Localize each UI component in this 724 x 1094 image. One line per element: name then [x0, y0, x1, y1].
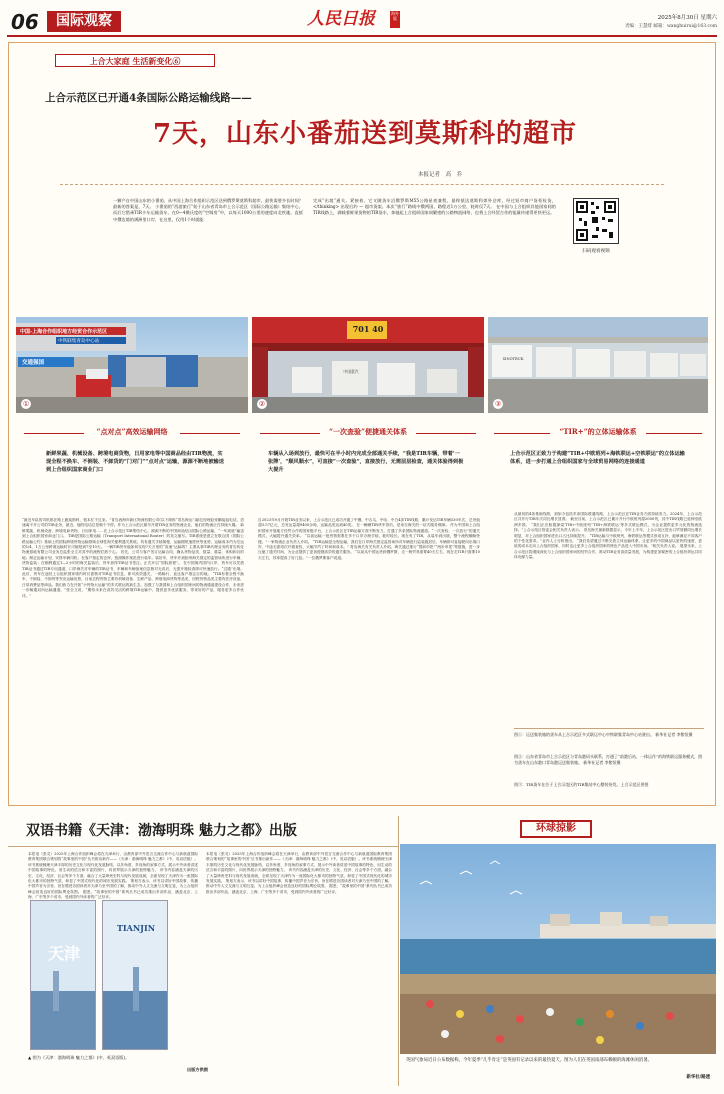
- section-1-heading: [16, 427, 248, 439]
- book-cover-caption: ▲ 图为《天津：渤海明珠 魅力之都》(中、英双语版)。: [28, 1055, 130, 1060]
- book-cover-credit: 出版方供图: [187, 1067, 208, 1072]
- intro-right-text: 完成“出境”通关。紧接着，它又随货车沿俄罗斯M55公路星夜兼程，最终抵达莫斯科郊外仓库，经过短市商户货柜检货，</thinking> 出现后约 — 超市货架。本次“旅行”路线中俄两国，路程近1万公里，耗时仅7天。 在中国与上合组织其他国家间的TIR线路上，满载着鲜果货物的TIR货车，奔驰起上合组织国家间繁密的公路物流网络，也将上合经贸合作的能量传递得更快更远。: [313, 198, 556, 216]
- brighton-beach-photo: [400, 844, 716, 1054]
- photo-news-caption: 英国气象局近日公布数据称，今年夏季“几乎肯定”是英国有记录以来的最热夏天。图为人们在英国南部布赖顿的海滩休闲消暑。: [406, 1058, 652, 1063]
- section-2-body: 自2023年9月开展TIR业务以来，上合示范区已成功开通了中俄、中吉乌、中哈、中白4条TIR线路，累计发运TIR车辆530车次，总货值超3.57亿元，总发运量超9400余吨，运输品类达到40类。 在一辆辆TIR货车背后，是来自海关的一站式服务保障。 作为中国和上合组织国家开展地方经贸合作的国家级平台，上合示范区在TIR运输方面不断发力，打通了多条国际物流通道。“一次查验、一次放行”的通关模式，大幅提升通关效率。 “以前运输一批货物需要在多个口岸办理手续，耗时较长。现在有了TIR，从装车到出境，整个流程顺畅快捷。”一家物流企业负责人介绍。 “TIR运输是全程运输，我们在口岸海关指定监管场所对车辆进行监装施封后，车辆即可直接驶向出境口岸，中途无需再次开箱查验，大幅节约了时间和成本。” 青岛海关有关负责人介绍，海关通过推行“提前申报”“两步申报”等措施，进一步压缩了通关时间，为企业提供了更加便捷高效的通关服务。 “以前从中国运货到俄罗斯，走一般贸易需要40天左右，现在走TIR只需要10天左右，效率提高了好几倍。”一位俄罗斯客户说道。: [258, 518, 480, 560]
- story-headline: 7天，山东小番茄送到莫斯科的超市: [152, 119, 578, 149]
- story-kicker: 上合示范区已开通4条国际公路运输线路——: [45, 92, 252, 104]
- section-1-title: “点对点”高效运输网络: [96, 427, 168, 436]
- logo-tag: 海外版: [390, 11, 400, 28]
- newspaper-logo: 人民日报: [307, 9, 375, 29]
- section-1-body: “最近车队的司机都在路上跑莫斯科，根本忙不过来。”青岛西海岸新区物流有限公司(以下简称“青岛海运”)副总经理赵家鹏接起电话，语速离不开公司的TIR业务，最近，他的电话总是响个不停。作为上合示范区最早开展TIR业务的物流企业，他们的物流正在持续火爆。 新鲜果蔬、机械设备、跨境电商货物、日用家电……在上合示范区TIR集结中心，源源不断的中国商品经由国际公路运输，“一车到底”输送到上合组织国家商业门口。 TIR是国际公路运输（Transport International Router）的英文缩写。TIR系统是建立在联合国《国际公路运输公约》基础上的国际跨境货物运输领域全球性海关便利通关系统。具有通关手续简便、运输期短速度快等优势，运输成本约为空运的1/4、1万公里跨境运输时长可缩短到7至10天。 一辆TIR货车能如何实现7天万里的“高速”运输的？主要从事TIR代理业务的青岛传化物流基地有限公司业务总监张全文对其中的流程烂熟于心。 首先，公司与客户签订运输合同，确认货物品类、数量、重量、体积和目的地；制定运输计划，安排车辆司机；在客户指定的仓库，按照操作规范进行装车。装好车，货车开到胶州海关指定的监管场所进行车辆、货物监装；在顺利通过1—2小时的海关监装后，货车获得TIR证书签注。正式开启“国际旅程”。 在中国境内国内口岸，货车可以凭借TIR证书通过TIR专用通道，口岸海关对车辆的TIR证书、车辆和车辆备案信息核对无误后，无需开箱检查即可快速放行。“过通”出境。 此后，货车在途经上合组织国家境内时仅需核对TIR证书信息，即可高效通关，一路畅行，直达客户指定目的地。 “TIR有着全程不换车、不倒装、不卸货等突出运输优势，目前去程货物主要有机械设备、生鲜产品、跨境电商货物等品类，回程货物品类主要有医疗设备，日常消费品等商品。我们致力在开拓“小货物大运输”的多式联运的新生态，加强了与我国和上合组织国家间的物流通道建设合作，未来进一步畅通双向运输通道，”张全文说，“期待未来在高效灵活的跨境TIR运输中，提供更多优质服务，带来好的产品，服务更多合作伙伴。”: [22, 518, 244, 598]
- book-cover-title-en: TIANJIN: [116, 923, 156, 933]
- section-1-lead: 新鲜果蔬、机械设备、跨境电商货物，日用家电等中国商品经由TIR物流，实现全程不换车、不倒装、不卸货的“门对门”“点对点”运输，源源不断地被输送到上合组织国家商业门口: [46, 451, 224, 473]
- book-headline: 双语书籍《天津：渤海明珠 魅力之都》出版: [26, 823, 297, 839]
- intro-divider: [60, 184, 664, 185]
- section-3-lead: 上合示范区正致力于构建“TIR+中欧班列+海铁联运+空铁联运”的立体运输体系，进一步打通上合组织国家与全球贸易网络的连接通道: [510, 451, 685, 465]
- book-body: 本报电（张灵）2025年上海合作组织峰会将在天津举行，由教育部中外语言交流合作中心与新航道国际教育集团联合策划的“故事里的中国”丛书推出新作——《天津：渤海明珠 魅力之都》（中、英双语版）。该书系统梳理天津丰厚的历史文化与现代化发展脉络，以多角度、多视角的叙事方式，展示中外读者讲述中国故事的特色，用生动的语言和丰富的图片，向世界展示天津的独特魅力。 该书内容涵盖天津的历史、文化、经济、社会等多个方面，融合了大量珍贵史料与现代发展成就，全面呈现了天津作为一座国际化大都市的独特气质，彰显了中国式现代化的城市发展实践。 策划方表示，该书以讲好中国故事、传播中国声音为宗旨，旨在增进各国读者对天津乃至中国的了解，推动中外人文交流与文明互鉴，为上合组织峰会营造良好的国际舆论氛围。 据悉，“故事里的中国”系列丛书已成功推出多部作品，涵盖北京、上海、广东等多个省市，受到国内外读者的广泛好评。: [206, 852, 392, 894]
- header-rule: [7, 35, 717, 37]
- book-body-intro: 本报电（张灵）2025年上海合作组织峰会将在天津举行，由教育部中外语言交流合作中心与新航道国际教育集团联合策划的“故事里的中国”丛书推出新作——《天津：渤海明珠 魅力之都》（中、英双语版）。该书系统梳理天津丰厚的历史文化与现代化发展脉络，以多角度、多视角的叙事方式，展示中外读者讲述中国故事的特色，用生动的语言和丰富的图片，向世界展示天津的独特魅力。 该书内容涵盖天津的历史、文化、经济、社会等多个方面，融合了大量珍贵史料与现代发展成就，全面呈现了天津作为一座国际化大都市的独特气质，彰显了中国式现代化的城市发展实践。 策划方表示，该书以讲好中国故事、传播中国声音为宗旨，旨在增进各国读者对天津乃至中国的了解，推动中外人文交流与文明互鉴，为上合组织峰会营造良好的国际舆论氛围。 据悉，“故事里的中国”系列丛书已成功推出多部作品，涵盖北京、上海、广东等多个省市，受到国内外读者的广泛好评。: [28, 852, 198, 900]
- caption-3: 图③：TIR货车在位于上合示范区的TIR集结中心整装待发。上合示范区供图: [514, 782, 649, 787]
- photo-2-port-trucks: [252, 317, 484, 413]
- page-header: [7, 4, 717, 36]
- photo-2-number: ②: [258, 400, 266, 408]
- qr-code[interactable]: [573, 198, 619, 244]
- qr-caption: 扫码观看视频: [582, 249, 610, 254]
- qr-pattern-icon: [574, 199, 618, 243]
- photo-2-truck-brand: 中国重汽: [343, 369, 359, 374]
- date-line: 2025年8月30日 星期六: [657, 15, 717, 21]
- book-cover-english: [102, 900, 168, 1050]
- series-banner: 上合大家庭 生活新变化⑥: [55, 54, 215, 67]
- photo-3-truck-brand: SINOTRUK: [502, 357, 524, 361]
- photo-1-rail-station: [16, 317, 248, 413]
- section-3-title: “TIR+”的立体运输体系: [559, 427, 637, 436]
- book-article: [8, 812, 398, 1088]
- photo-news-label: 环球掠影: [520, 820, 592, 838]
- intro-left-text: 一颗产自中国山东的小番茄，从中国上海合作组织示范区送到俄罗斯莫斯科超市，最快需要多长时间？ 最新的答案是，7天。 小番茄的“西游旅行”始于山东省青岛市上合示范区（国际公路运输）集结中心，而后它搭乘TIR卡车运输货车，在0—4摄氏度的“空调房”中，以每天1000公里的速度向北疾驰。直抵中俄边境的满洲里口岸，在这里，仅用1个时就能: [113, 198, 303, 222]
- photo-2-sign: 701 40: [352, 324, 384, 334]
- bottom-column-divider: [398, 816, 399, 1086]
- photo-news-credit: 新华社/路透: [686, 1075, 710, 1080]
- page-number: 06: [11, 10, 39, 34]
- photo-3-number: ③: [494, 400, 502, 408]
- section-2-title: “一次查验”便捷通关体系: [328, 427, 408, 436]
- photo-captions: [514, 728, 704, 802]
- book-cover-title: 天津: [47, 944, 80, 963]
- section-2-lead: 车辆从入场到放行，最快可在半小时内完成全部通关手续，“我是TIR车辆，带着‘一张牌’，“顺风顺水”，可直接“一次查验”，直接放行，无需层层检查，通关体验得到极大提升: [268, 451, 464, 473]
- section-3-body: 从最初的4条基础线路，到如今包括多条国际联通线路，上合示范区在TIR业务方面持续发力。2024年，上合示范区共开行TIR车次同比增长显著。 截至目前，上合示范区已累计开行中欧班列超2000列，其中TIR线路已延伸至欧洲多国。 “我们正在积极探索‘TIR+中欧班列’‘TIR+海铁联运’等多式联运模式，为企业提供更多元化的物流选择。”上合示范区管委会相关负责人表示。 青岛海关最新数据显示，今年上半年，上合示范区进出口贸易额同比增长明显，对上合组织国家进出口占比持续提升。 “TIR运输与中欧班列、海铁联运等模式形成互补，能够满足不同客户的个性化需求。”业内人士分析指出。 “我们希望通过不断完善立体运输体系，让更多的中国商品以更快的速度、更低的成本走向上合组织国家，同时也让更多上合组织国家的特色产品进入中国市场。”相关负责人说。 展望未来，上合示范区将继续深化与上合组织国家间的经贸合作，推动TIR业务高质量发展，为构建更加紧密的上合组织命运共同体贡献力量。: [514, 512, 702, 560]
- photo-1-sign: 中国-上海合作组织地方经贸合作示范区: [20, 329, 108, 335]
- photo-3-tir-trucks: [488, 317, 708, 413]
- caption-2: 图②：山东省青岛市上合示范区与青岛港码头联系，打通了“前港后站、一体运作”的海铁联运服务模式，图为货车在山东港口青岛港运送集装箱。 新华社记者 李紫恒摄: [514, 754, 703, 765]
- photo-1-sign-2: 中铁联集青岛中心站: [58, 339, 100, 344]
- byline: 本报记者 高 乔: [417, 172, 462, 178]
- editors-line: 责编：王慧绯 邮箱：wanghuirui@163.com: [625, 24, 717, 29]
- section-label: 国际观察: [47, 11, 121, 32]
- book-cover-chinese: [30, 900, 96, 1050]
- section-2-heading: [252, 427, 484, 439]
- photo-news: [400, 812, 716, 1088]
- photo-1-number: ①: [22, 400, 30, 408]
- caption-1: 图①：运送集装箱的货车从上合示范区多式联运中心中铁联集青岛中心站驶出。 新华社记者 李紫恒摄: [514, 732, 693, 737]
- section-3-heading: [488, 427, 708, 439]
- photo-1-sign-3: 交通强国: [22, 360, 45, 366]
